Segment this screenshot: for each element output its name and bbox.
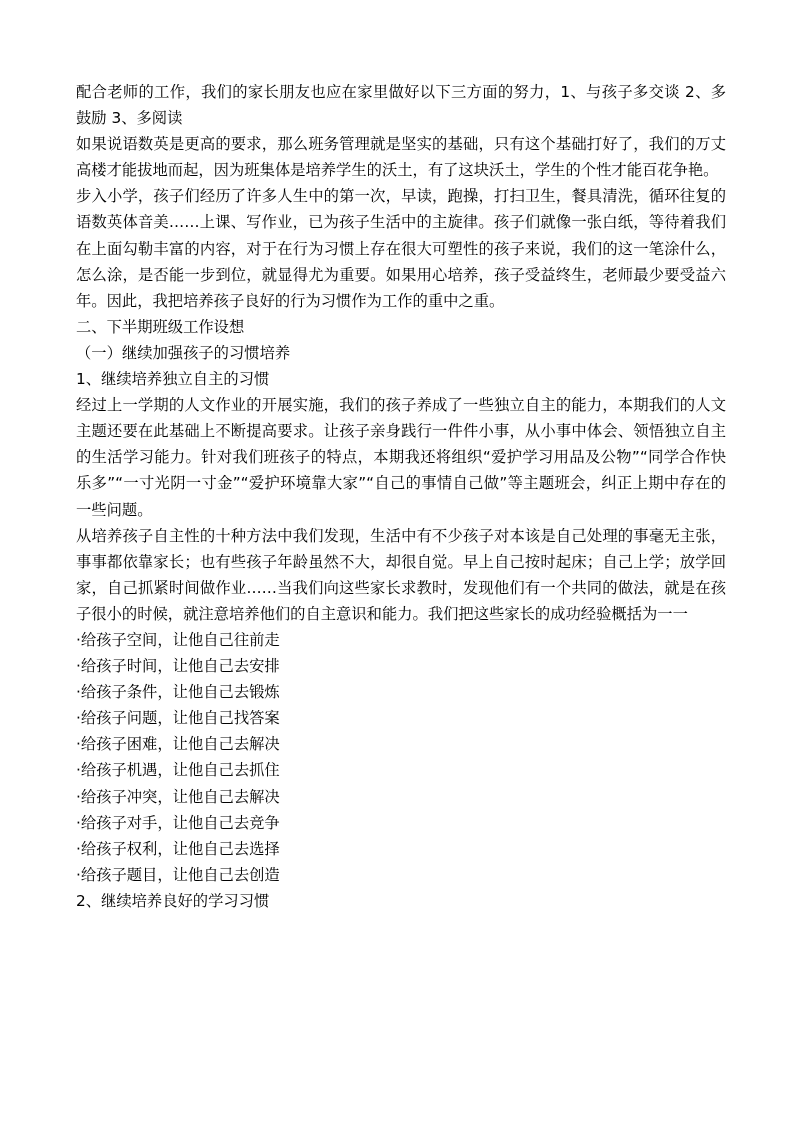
methods-list bbox=[76, 627, 726, 888]
intro-paragraph-3: 步入小学，孩子们经历了许多人生中的第一次，早读，跑操，打扫卫生，餐具清洗，循环往复的语数英体音美……上课、写作业，已为孩子生活中的主旋律。孩子们就像一张白纸，等待着我们在上面勾勒丰富的内容，对于在行为习惯上存在很大可塑性的孩子来说，我们的这一笔涂什么，怎么涂，是否能一步到位，就显得尤为重要。如果用心培养，孩子受益终生，老师最少要受益六年。因此，我把培养孩子良好的行为习惯作为工作的重中之重。 bbox=[76, 187, 726, 310]
section-heading: 二、下半期班级工作设想 bbox=[76, 317, 245, 336]
item-1-paragraph-2: 从培养孩子自主性的十种方法中我们发现，生活中有不少孩子对本该是自己处理的事毫无主张，事事都依靠家长；也有些孩子年龄虽然不大，却很自觉。早上自己按时起床；自己上学；放学回家，自己抓紧时间做作业……当我们向这些家长求教时，发现他们有一个共同的做法，就是在孩子很小的时候，就注意培养他们的自主意识和能力。我们把这些家长的成功经验概括为一一 bbox=[76, 526, 726, 623]
list-item: ·给孩子冲突，让他自己去解决 bbox=[76, 787, 280, 806]
subsection-heading: （一）继续加强孩子的习惯培养 bbox=[76, 343, 291, 362]
item-1-paragraph-1: 经过上一学期的人文作业的开展实施，我们的孩子养成了一些独立自主的能力，本期我们的人文主题还要在此基础上不断提高要求。让孩子亲身践行一件件小事，从小事中体会、领悟独立自主的生活学习能力。针对我们班孩子的特点，本期我还将组织“爱护学习用品及公物”“同学合作快乐多”“一寸光阴一寸金”“爱护环境靠大家”“自己的事情自己做”等主题班会，纠正上期中存在的一些问题。 bbox=[76, 396, 726, 519]
list-item: ·给孩子时间，让他自己去安排 bbox=[76, 657, 280, 676]
intro-paragraph-2: 如果说语数英是更高的要求，那么班务管理就是坚实的基础，只有这个基础打好了，我们的万丈高楼才能拔地而起，因为班集体是培养学生的沃土，有了这块沃土，学生的个性才能百花争艳。 bbox=[76, 135, 726, 180]
list-item: ·给孩子对手，让他自己去竞争 bbox=[76, 813, 280, 832]
list-item: ·给孩子困难，让他自己去解决 bbox=[76, 735, 280, 754]
list-item: ·给孩子机遇，让他自己去抓住 bbox=[76, 761, 280, 780]
list-item: ·给孩子题目，让他自己去创造 bbox=[76, 865, 280, 884]
list-item: ·给孩子条件，让他自己去锻炼 bbox=[76, 683, 280, 702]
list-item: ·给孩子问题，让他自己找答案 bbox=[76, 709, 280, 728]
document-page bbox=[76, 79, 726, 914]
intro-paragraph-1: 配合老师的工作，我们的家长朋友也应在家里做好以下三方面的努力，1、与孩子多交谈 2、多鼓励 3、多阅读 bbox=[76, 83, 726, 128]
list-item: ·给孩子空间，让他自己往前走 bbox=[76, 630, 280, 649]
item-2-title: 2、继续培养良好的学习习惯 bbox=[76, 891, 270, 910]
list-item: ·给孩子权利，让他自己去选择 bbox=[76, 839, 280, 858]
item-1-title: 1、继续培养独立自主的习惯 bbox=[76, 370, 270, 389]
